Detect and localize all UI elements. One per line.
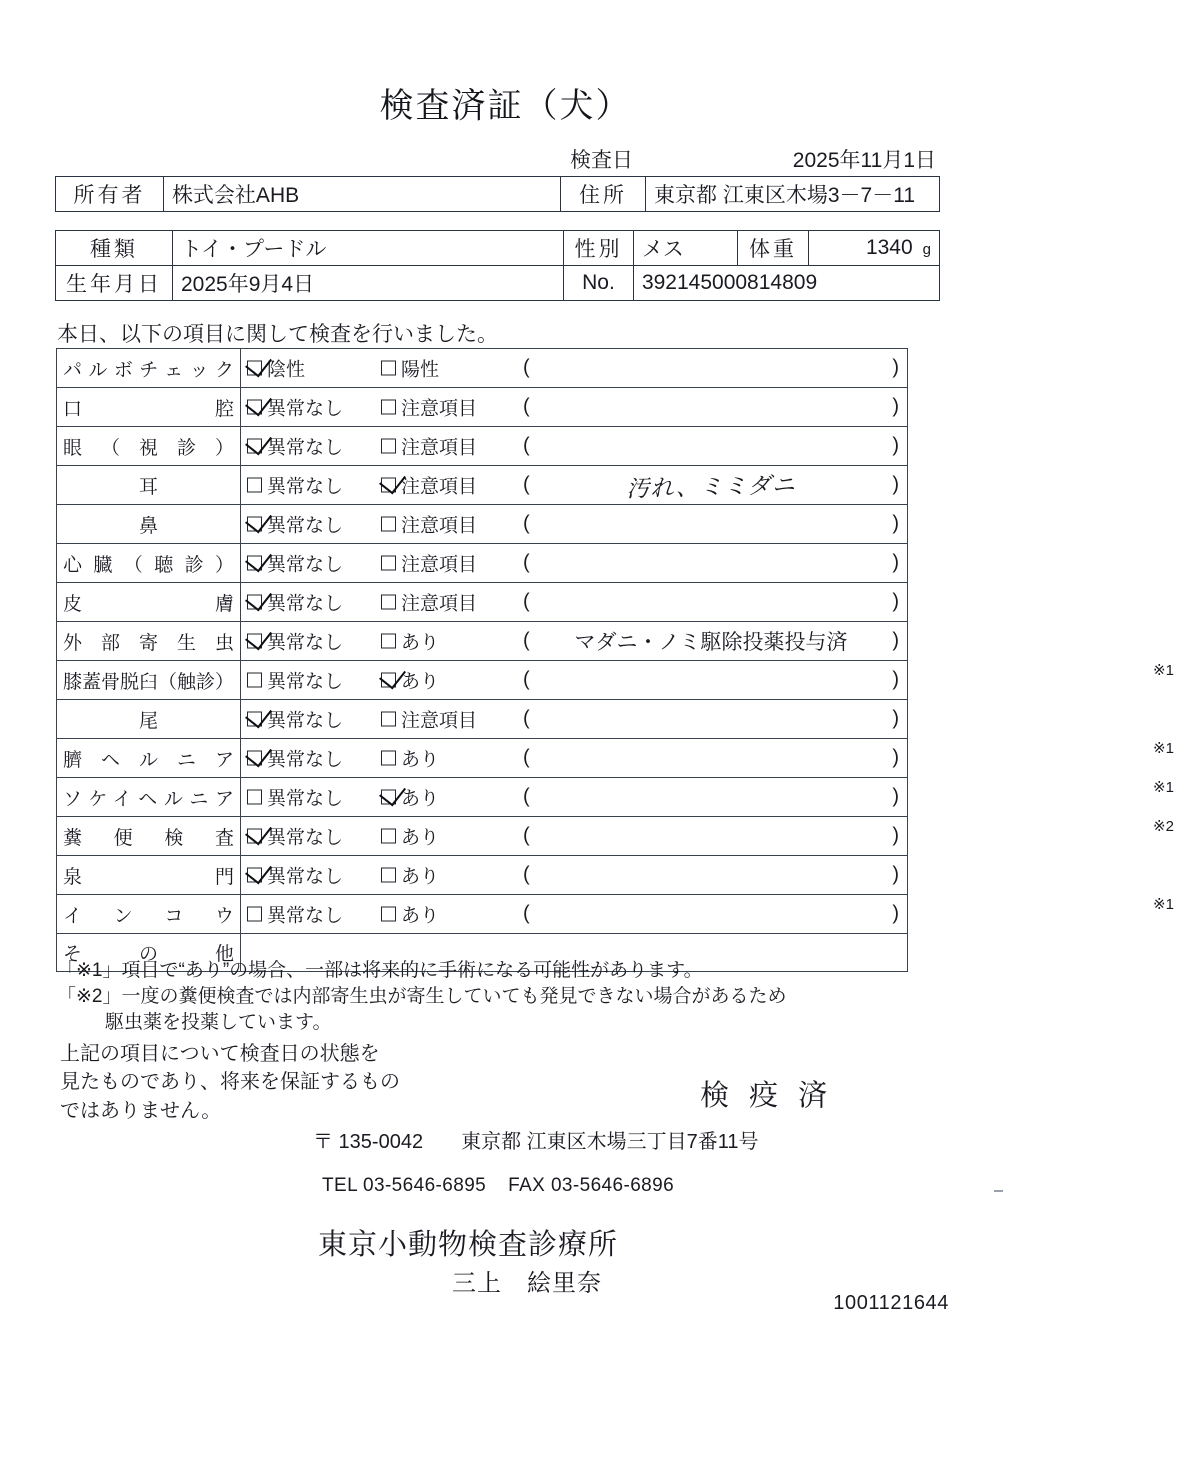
checkbox-option-2[interactable] <box>381 550 477 577</box>
note-paren-left: ( <box>523 707 530 730</box>
exam-row <box>57 739 908 778</box>
checkbox-checked-icon[interactable] <box>247 712 262 727</box>
exam-row-options-cell <box>241 856 908 895</box>
clinic-zip: 〒 135-0042 <box>313 1131 424 1153</box>
checkbox-empty-icon[interactable] <box>381 634 396 649</box>
note-paren-right: ) <box>892 668 899 691</box>
exam-row-options-cell <box>241 388 908 427</box>
checkbox-option-1[interactable] <box>247 745 343 772</box>
address-value: 東京都 江東区木場3－7－11 <box>646 177 940 212</box>
exam-row-label: 心臓（聴診） <box>63 554 235 576</box>
checkbox-option-2[interactable] <box>381 706 477 733</box>
exam-row <box>57 700 908 739</box>
checkbox-option-2-label: 注意項目 <box>401 554 478 576</box>
exam-row-options-cell <box>241 583 908 622</box>
checkbox-option-1[interactable] <box>247 589 343 616</box>
exam-row-footnote-mark: ※2 <box>1153 818 1174 835</box>
exam-row-footnote-mark: ※1 <box>1153 662 1174 679</box>
checkbox-empty-icon[interactable] <box>247 790 262 805</box>
note-paren-left: ( <box>523 512 530 535</box>
checkbox-empty-icon[interactable] <box>247 478 262 493</box>
clinic-veterinarian-name: 三上 絵里奈 <box>452 1270 602 1297</box>
owner-label: 所有者 <box>56 177 164 212</box>
checkbox-empty-icon[interactable] <box>381 595 396 610</box>
checkbox-option-1-label: 異常なし <box>267 827 344 849</box>
footnote-2: 「※2」一度の糞便検査では内部寄生虫が寄生していても発見できない場合があるため <box>57 986 787 1008</box>
checkbox-option-2-label: あり <box>401 827 440 849</box>
checkbox-checked-icon[interactable] <box>247 400 262 415</box>
exam-row <box>57 388 908 427</box>
exam-row-label-cell <box>57 817 241 856</box>
checkbox-option-1-label: 異常なし <box>267 866 344 888</box>
note-paren-left: ( <box>523 629 530 652</box>
checkbox-option-2-label: あり <box>401 671 440 693</box>
checkbox-option-2-label: あり <box>401 788 440 810</box>
exam-row-options-cell <box>241 622 908 661</box>
checkbox-option-1-label: 異常なし <box>267 788 344 810</box>
registration-no-value: 392145000814809 <box>633 266 939 301</box>
exam-row <box>57 544 908 583</box>
checkbox-option-1[interactable] <box>247 433 343 460</box>
exam-row-label: 皮 膚 <box>63 593 235 615</box>
exam-row <box>57 622 908 661</box>
checkbox-option-1-label: 異常なし <box>267 749 344 771</box>
exam-row <box>57 856 908 895</box>
exam-row <box>57 895 908 934</box>
checkbox-empty-icon[interactable] <box>381 361 396 376</box>
breed-sex-weight-row <box>56 231 940 266</box>
note-paren-left: ( <box>523 668 530 691</box>
exam-row <box>57 817 908 856</box>
exam-row <box>57 466 908 505</box>
checkbox-checked-icon[interactable] <box>247 634 262 649</box>
checkbox-option-1-label: 異常なし <box>267 437 344 459</box>
checkbox-option-2-label: あり <box>401 905 440 927</box>
checkbox-option-2-label: 注意項目 <box>401 437 478 459</box>
checkbox-option-1-label: 異常なし <box>267 632 344 654</box>
checkbox-option-2[interactable] <box>381 667 439 694</box>
checkbox-option-1-label: 陰性 <box>267 359 306 381</box>
checkbox-option-2-label: 注意項目 <box>401 515 478 537</box>
disclaimer <box>60 1040 400 1125</box>
note-paren-right: ) <box>892 824 899 847</box>
checkbox-checked-icon[interactable] <box>247 556 262 571</box>
checkbox-option-2-label: 陽性 <box>401 359 440 381</box>
clinic-name: 東京小動物検査診療所 <box>318 1229 619 1261</box>
exam-row-options-cell <box>241 700 908 739</box>
checkbox-empty-icon[interactable] <box>381 517 396 532</box>
exam-row-label: 口 腔 <box>63 398 235 420</box>
weight-label: 体重 <box>737 231 809 266</box>
weight-value-cell <box>809 231 940 266</box>
checkbox-checked-icon[interactable] <box>247 595 262 610</box>
owner-name-value: 株式会社AHB <box>163 177 560 212</box>
checkbox-option-1[interactable] <box>247 706 343 733</box>
note-paren-right: ) <box>892 356 899 379</box>
note-paren-right: ) <box>892 551 899 574</box>
sex-label: 性別 <box>563 231 633 266</box>
checkbox-option-2[interactable] <box>381 784 439 811</box>
note-paren-left: ( <box>523 434 530 457</box>
exam-row-note: 汚れ、ミミダニ <box>626 472 797 503</box>
exam-row-label: 糞便検査 <box>63 827 235 849</box>
note-paren-right: ) <box>892 512 899 535</box>
breed-label: 種類 <box>56 231 173 266</box>
clinic-contact-line <box>322 1175 674 1197</box>
exam-row-label-cell <box>57 505 241 544</box>
note-paren-left: ( <box>523 473 530 496</box>
exam-row-options-cell <box>241 739 1174 778</box>
exam-row-options-cell <box>241 505 908 544</box>
quarantine-stamp: 検 疫 済 <box>700 1080 834 1112</box>
note-paren-right: ) <box>892 902 899 925</box>
note-paren-right: ) <box>892 863 899 886</box>
dob-number-row <box>56 266 940 301</box>
note-paren-right: ) <box>892 395 899 418</box>
weight-unit: g <box>922 241 931 258</box>
checkbox-option-2[interactable] <box>381 628 439 655</box>
exam-row-label: そ の 他 <box>63 944 235 966</box>
inspection-date-row <box>55 145 940 173</box>
exam-row-label: 耳 <box>139 476 159 498</box>
note-paren-right: ) <box>892 590 899 613</box>
checkbox-empty-icon[interactable] <box>247 907 262 922</box>
checkbox-empty-icon[interactable] <box>381 712 396 727</box>
disclaimer-line-2: 見たものであり、将来を保証するもの <box>60 1071 400 1094</box>
footnotes <box>57 958 937 1037</box>
checkbox-empty-icon[interactable] <box>381 907 396 922</box>
checkbox-option-1[interactable] <box>247 550 343 577</box>
exam-row <box>57 583 908 622</box>
examination-table <box>56 348 1174 972</box>
exam-row-options-cell <box>241 349 908 388</box>
exam-row-label: パルボチェック <box>63 359 235 381</box>
checkbox-option-2-label: あり <box>401 632 440 654</box>
clinic-tel: TEL 03-5646-6895 <box>322 1175 487 1196</box>
note-paren-left: ( <box>523 356 530 379</box>
checkbox-option-1-label: 異常なし <box>267 398 344 420</box>
exam-row-options-cell <box>241 817 1174 856</box>
footnote-1: 「※1」項目で“あり”の場合、一部は将来的に手術になる可能性があります。 <box>57 960 703 981</box>
inspection-date-value: 2025年11月1日 <box>792 149 936 172</box>
checkbox-option-2-label: あり <box>401 866 440 888</box>
exam-row-label-cell <box>57 622 241 661</box>
checkbox-option-1-label: 異常なし <box>267 671 344 693</box>
checkbox-option-1-label: 異常なし <box>267 515 344 537</box>
exam-row-label-cell <box>57 427 241 466</box>
note-paren-right: ) <box>892 785 899 808</box>
checkbox-option-1-label: 異常なし <box>267 476 344 498</box>
exam-row-label: 泉 門 <box>63 866 235 888</box>
checkbox-option-1[interactable] <box>247 511 343 538</box>
exam-row-label: 外部寄生虫 <box>63 632 235 654</box>
checkbox-option-2-label: 注意項目 <box>401 593 478 615</box>
checkbox-option-1-label: 異常なし <box>267 554 344 576</box>
checkbox-empty-icon[interactable] <box>381 439 396 454</box>
exam-row-label-cell <box>57 778 241 817</box>
exam-row-label: ソケイヘルニア <box>63 788 235 810</box>
exam-row-label-cell <box>57 544 241 583</box>
checkbox-option-2-label: 注意項目 <box>401 710 478 732</box>
checkbox-empty-icon[interactable] <box>381 829 396 844</box>
checkbox-option-1[interactable] <box>247 628 343 655</box>
exam-row <box>57 505 908 544</box>
checkbox-checked-icon[interactable] <box>247 829 262 844</box>
exam-row-label-cell <box>57 349 241 388</box>
address-label: 住所 <box>561 177 646 212</box>
checkbox-option-2[interactable] <box>381 589 477 616</box>
checkbox-option-1-label: 異常なし <box>267 905 344 927</box>
exam-row-label-cell <box>57 466 241 505</box>
exam-row-label-cell <box>57 661 241 700</box>
exam-row-footnote-mark: ※1 <box>1153 740 1174 757</box>
checkbox-option-1[interactable] <box>247 823 343 850</box>
exam-row-label-cell <box>57 856 241 895</box>
checkbox-checked-icon[interactable] <box>381 790 396 805</box>
intro-text: 本日、以下の項目に関して検査を行いました。 <box>57 323 498 346</box>
note-paren-left: ( <box>523 902 530 925</box>
exam-row-options-cell <box>241 895 1174 934</box>
checkbox-option-2[interactable] <box>381 745 439 772</box>
exam-row <box>57 349 908 388</box>
page-corner-mark <box>994 1190 1003 1192</box>
checkbox-option-2[interactable] <box>381 511 477 538</box>
note-paren-left: ( <box>523 824 530 847</box>
exam-row-footnote-mark: ※1 <box>1153 896 1174 913</box>
breed-value: トイ・プードル <box>173 231 564 266</box>
checkbox-option-2[interactable] <box>381 355 439 382</box>
checkbox-option-1[interactable] <box>247 667 343 694</box>
checkbox-option-2-label: あり <box>401 749 440 771</box>
clinic-address: 東京都 江東区木場三丁目7番11号 <box>461 1131 759 1153</box>
inspection-date-label: 検査日 <box>570 149 633 172</box>
exam-row-label: 膝蓋骨脱臼（触診） <box>63 671 235 693</box>
note-paren-left: ( <box>523 590 530 613</box>
exam-row-options-cell <box>241 661 1174 700</box>
checkbox-option-1-label: 異常なし <box>267 710 344 732</box>
note-paren-right: ) <box>892 629 899 652</box>
exam-row-label: インコウ <box>63 905 235 927</box>
note-paren-right: ) <box>892 707 899 730</box>
note-paren-right: ) <box>892 746 899 769</box>
registration-no-label: No. <box>563 266 633 301</box>
checkbox-option-1[interactable] <box>247 901 343 928</box>
document-serial-number: 1001121644 <box>833 1292 949 1314</box>
weight-value: 1340 <box>865 236 913 259</box>
footnote-3: 駆虫薬を投薬しています。 <box>105 1012 332 1034</box>
checkbox-option-2-label: 注意項目 <box>401 398 478 420</box>
exam-row-label-cell <box>57 388 241 427</box>
checkbox-option-2[interactable] <box>381 823 439 850</box>
exam-row-label-cell <box>57 739 241 778</box>
note-paren-left: ( <box>523 863 530 886</box>
disclaimer-line-1: 上記の項目について検査日の状態を <box>60 1043 380 1065</box>
clinic-address-line <box>313 1125 759 1154</box>
note-paren-left: ( <box>523 551 530 574</box>
owner-table <box>55 176 940 212</box>
checkbox-empty-icon[interactable] <box>381 751 396 766</box>
checkbox-option-2[interactable] <box>381 394 477 421</box>
checkbox-option-1[interactable] <box>247 355 305 382</box>
disclaimer-line-3: ではありません。 <box>60 1099 222 1122</box>
exam-row-label-cell <box>57 583 241 622</box>
exam-row-footnote-mark: ※1 <box>1153 779 1174 796</box>
checkbox-option-2[interactable] <box>381 472 477 499</box>
note-paren-right: ) <box>892 473 899 496</box>
checkbox-checked-icon[interactable] <box>381 478 396 493</box>
checkbox-option-2[interactable] <box>381 433 477 460</box>
checkbox-option-1[interactable] <box>247 784 343 811</box>
checkbox-checked-icon[interactable] <box>247 361 262 376</box>
checkbox-option-2[interactable] <box>381 901 439 928</box>
checkbox-option-2[interactable] <box>381 862 439 889</box>
checkbox-option-2-label: 注意項目 <box>401 476 478 498</box>
exam-row <box>57 661 908 700</box>
exam-row <box>57 778 908 817</box>
checkbox-empty-icon[interactable] <box>381 400 396 415</box>
checkbox-option-1[interactable] <box>247 862 343 889</box>
dob-label: 生年月日 <box>56 266 173 301</box>
exam-row-options-cell <box>241 778 1174 817</box>
exam-row-options-cell <box>241 466 908 505</box>
exam-row-label-cell <box>57 700 241 739</box>
exam-row-label: 鼻 <box>139 515 159 537</box>
note-paren-left: ( <box>523 746 530 769</box>
exam-row-note: マダニ・ノミ駆除投薬投与済 <box>574 631 848 654</box>
checkbox-option-1[interactable] <box>247 394 343 421</box>
exam-row-options-cell <box>241 544 908 583</box>
note-paren-right: ) <box>892 434 899 457</box>
checkbox-option-1-label: 異常なし <box>267 593 344 615</box>
note-paren-left: ( <box>523 785 530 808</box>
checkbox-empty-icon[interactable] <box>247 673 262 688</box>
checkbox-empty-icon[interactable] <box>381 868 396 883</box>
exam-row-label: 尾 <box>139 710 159 732</box>
checkbox-empty-icon[interactable] <box>381 556 396 571</box>
animal-info-table <box>55 230 940 301</box>
checkbox-checked-icon[interactable] <box>247 439 262 454</box>
checkbox-checked-icon[interactable] <box>381 673 396 688</box>
sex-value: メス <box>633 231 737 266</box>
checkbox-option-1[interactable] <box>247 472 343 499</box>
checkbox-checked-icon[interactable] <box>247 517 262 532</box>
owner-row <box>56 177 940 212</box>
exam-row-label: 眼（視診） <box>63 437 235 459</box>
exam-row-label: 臍ヘルニア <box>63 749 235 771</box>
page-title: 検査済証（犬） <box>379 87 632 125</box>
exam-row <box>57 427 908 466</box>
dob-value: 2025年9月4日 <box>173 266 564 301</box>
exam-row-options-cell <box>241 427 908 466</box>
clinic-fax: FAX 03-5646-6896 <box>508 1175 675 1196</box>
checkbox-checked-icon[interactable] <box>247 751 262 766</box>
checkbox-checked-icon[interactable] <box>247 868 262 883</box>
note-paren-left: ( <box>523 395 530 418</box>
exam-row-label-cell <box>57 895 241 934</box>
